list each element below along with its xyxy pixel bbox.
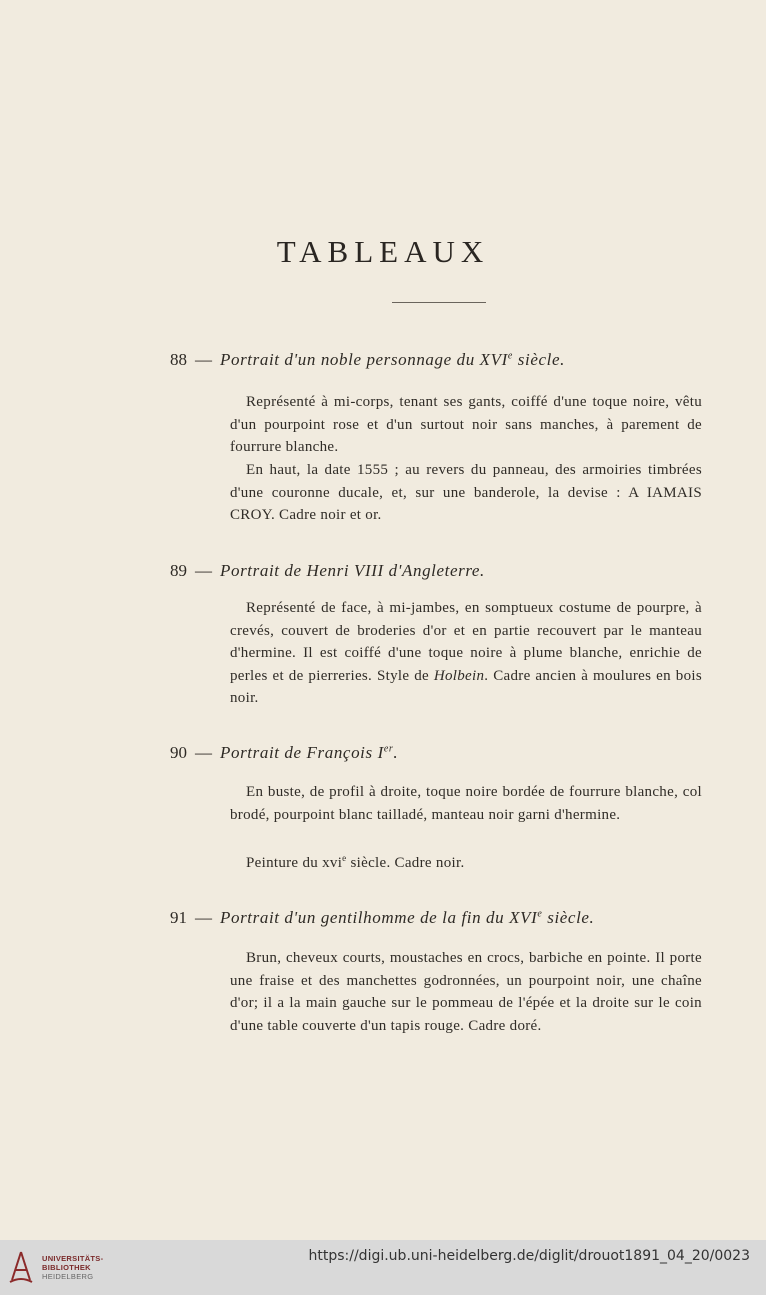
entry-89-heading bbox=[170, 561, 485, 581]
entry-91-heading bbox=[170, 908, 594, 928]
entry-title: Portrait d'un noble personnage du XVIe siècle. bbox=[220, 350, 565, 369]
entry-title: Portrait de Henri VIII d'Angleterre. bbox=[220, 561, 485, 580]
title-divider bbox=[392, 302, 486, 303]
entry-number: 88 bbox=[170, 350, 187, 369]
page-title: TABLEAUX bbox=[276, 234, 490, 269]
entry-dash: — bbox=[195, 350, 212, 369]
entry-number: 91 bbox=[170, 908, 187, 927]
entry-dash: — bbox=[195, 908, 212, 927]
entry-90-paragraph-1: En buste, de profil à droite, toque noire bordée de fourrure blanche, col brodé, pourpoint blanc tailladé, manteau noir garni d'hermine. bbox=[230, 784, 702, 823]
entry-number: 90 bbox=[170, 743, 187, 762]
entry-title: Portrait d'un gentilhomme de la fin du XVIe siècle. bbox=[220, 908, 595, 927]
entry-dash: — bbox=[195, 561, 212, 580]
entry-90-paragraph-2: Peinture du xvi$^e$ siècle. Cadre noir. bbox=[246, 853, 465, 871]
entry-dash: — bbox=[195, 743, 212, 762]
library-name: UNIVERSITÄTS- BIBLIOTHEK HEIDELBERG bbox=[42, 1254, 104, 1281]
entry-title: Portrait de François Ier. bbox=[220, 743, 399, 762]
entry-88-paragraph-1: Représenté à mi-corps, tenant ses gants, coiffé d'une toque noire, vêtu d'un pourpoint rose et d'un surtout noir sans manches, à parement de fourrure blanche. bbox=[230, 394, 702, 455]
artist-name: Holbein bbox=[433, 667, 485, 684]
university-library-logo-icon bbox=[8, 1250, 34, 1284]
entry-number: 89 bbox=[170, 561, 187, 580]
entry-89-paragraph: Représenté de face, à mi-jambes, en somptueux costume de pourpre, à crevés, couvert de broderies d'or et en partie recouvert par le manteau d'hermine. Il est coiffé d'une toque noire à plume blanche, enrichie de perles et de pierreries. Style de Holbein. Cadre ancien à moulures en bois noir. bbox=[230, 600, 702, 706]
entry-88-heading bbox=[170, 350, 565, 370]
source-url-link[interactable]: https://digi.ub.uni-heidelberg.de/diglit/drouot1891_04_20/0023 bbox=[308, 1248, 750, 1264]
entry-90-heading bbox=[170, 743, 398, 763]
entry-88-paragraph-2: En haut, la date 1555 ; au revers du panneau, des armoiries timbrées d'une couronne ducale, et, sur une banderole, la devise : A IAMAIS CROY. Cadre noir et or. bbox=[230, 462, 702, 523]
entry-91-paragraph: Brun, cheveux courts, moustaches en crocs, barbiche en pointe. Il porte une fraise et des manchettes godronnées, un pourpoint noir, une chaîne d'or; il a la main gauche sur le pommeau de l'épée et la droite sur le coin d'une table couverte d'un tapis rouge. Cadre doré. bbox=[230, 950, 702, 1034]
